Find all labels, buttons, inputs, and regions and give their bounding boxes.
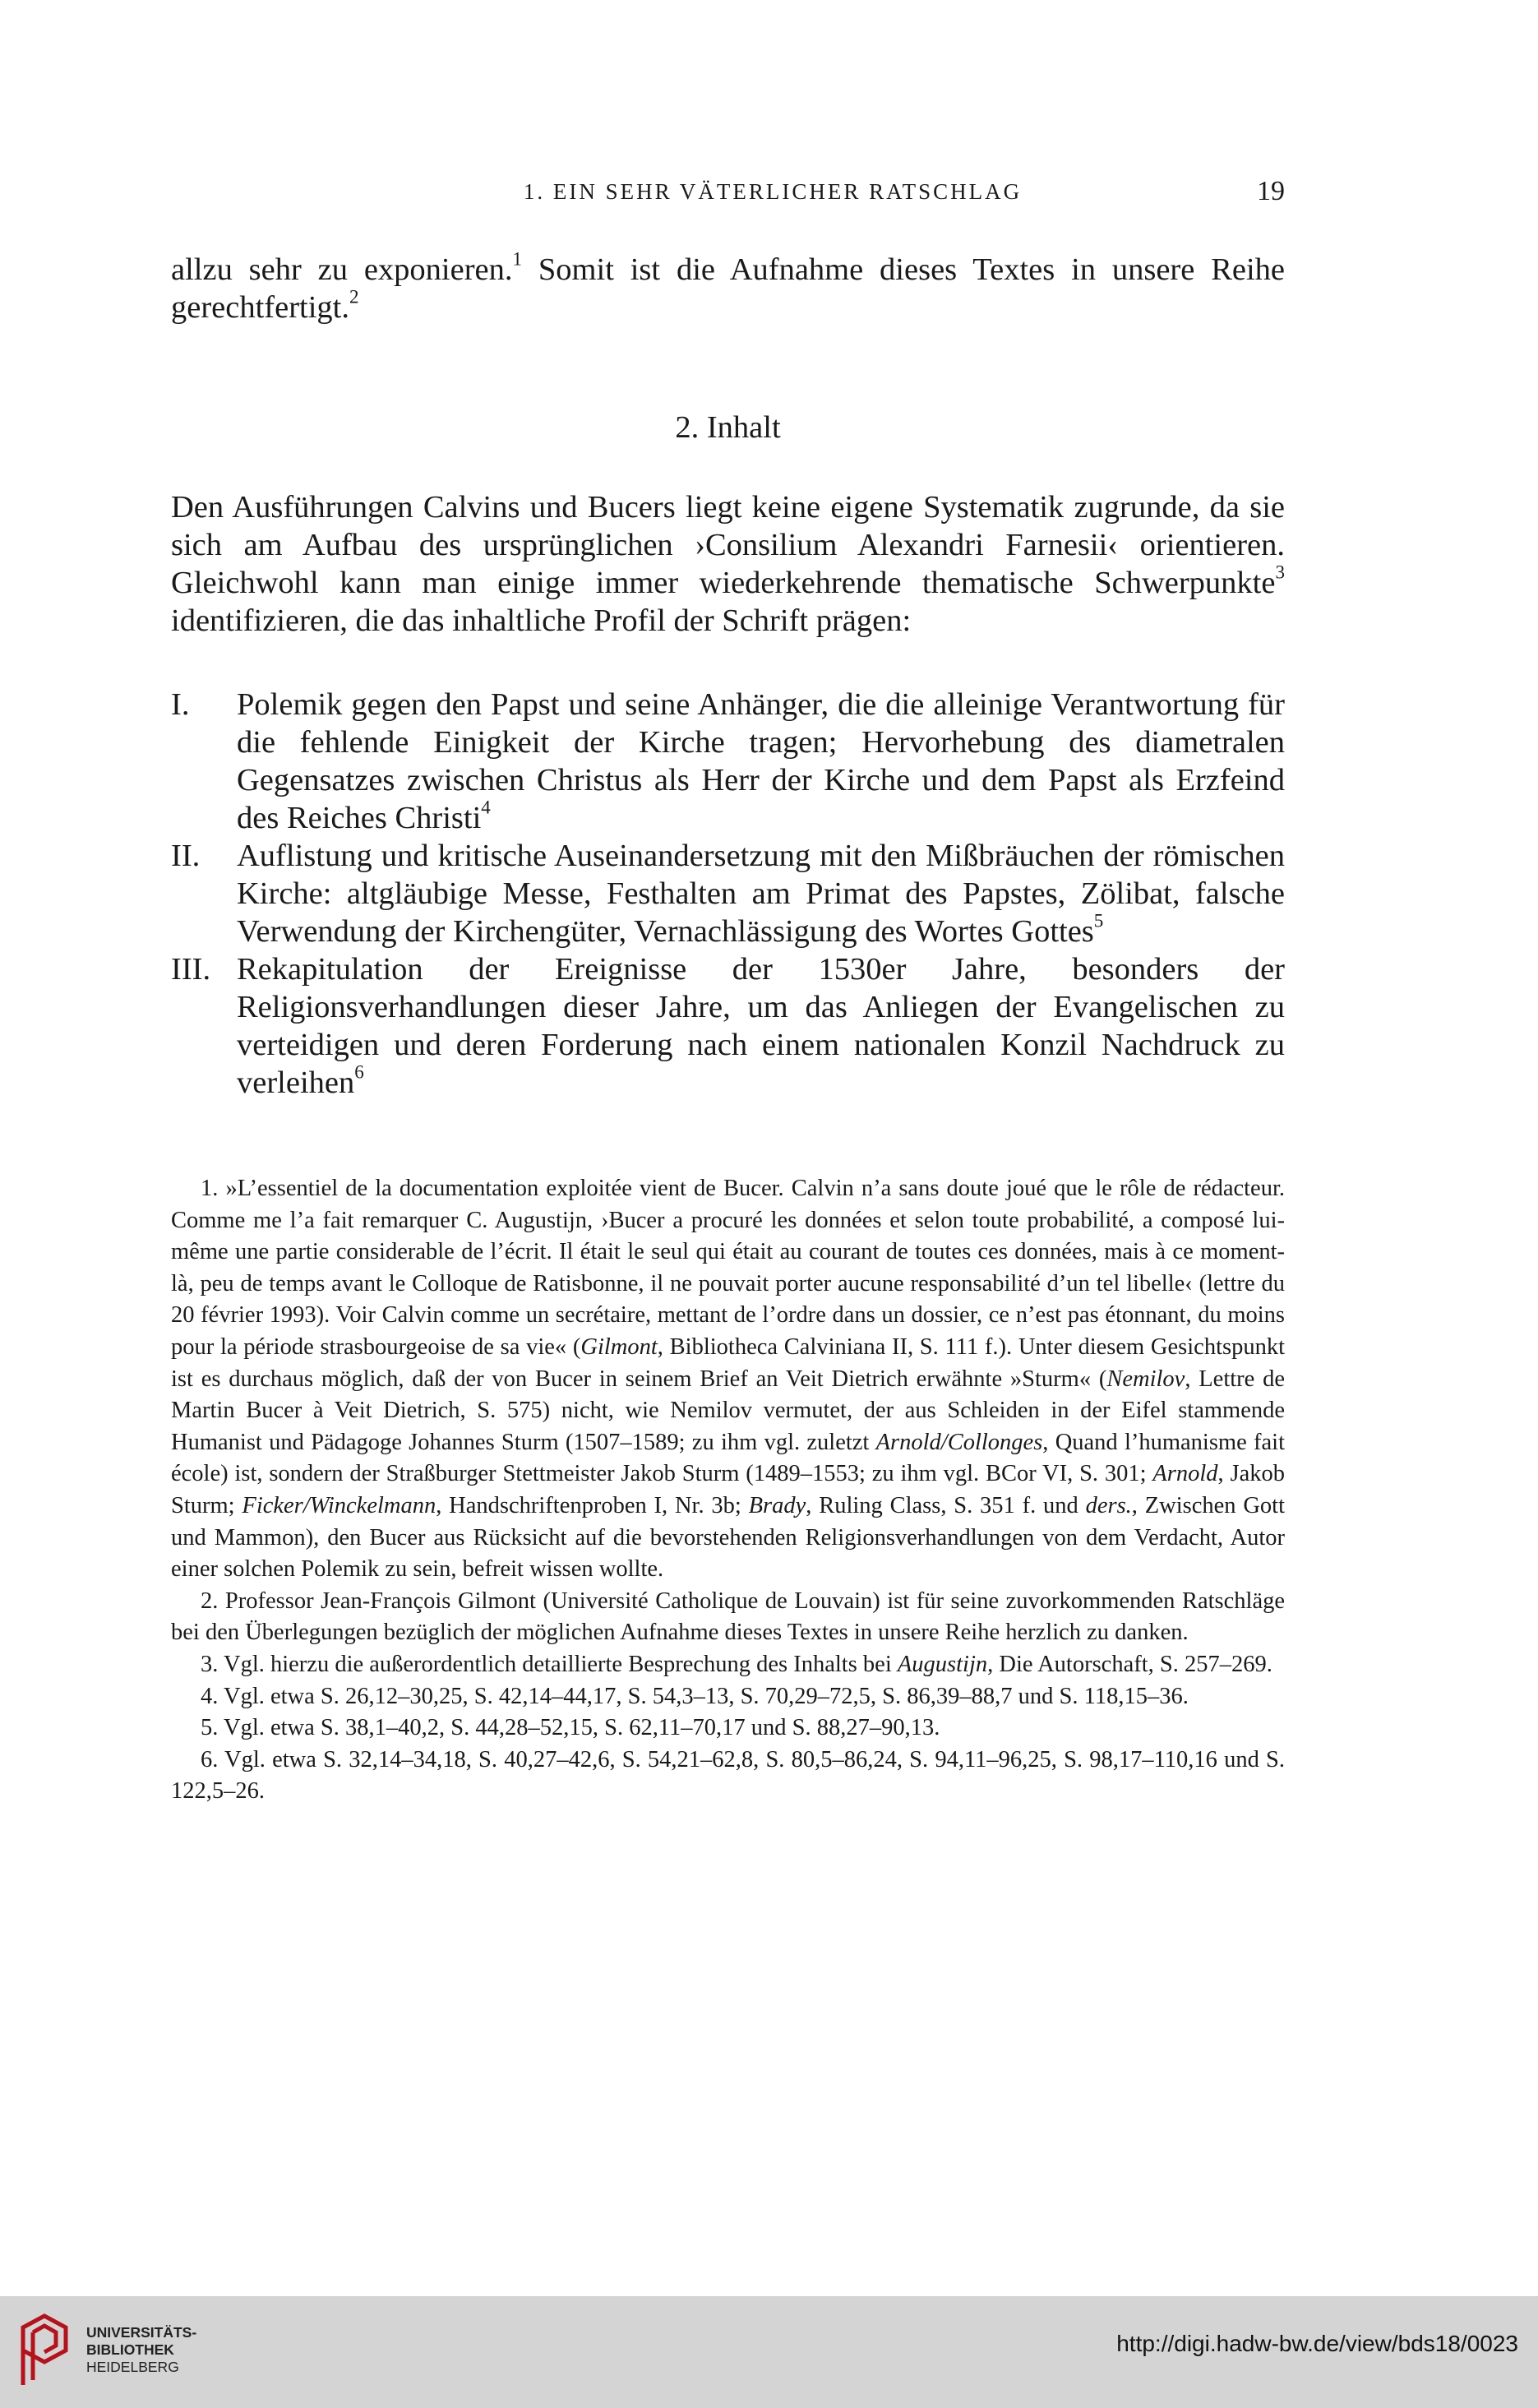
paragraph-text: allzu sehr zu exponieren. — [171, 252, 513, 287]
footnote-text: , Handschriftenproben I, Nr. 3b; — [436, 1492, 749, 1518]
footnote-text: , Quand l’humanisme fait école) ist, sondern der Straßburger Stettmeister Jakob Sturm (1489–1553; zu ihm vgl. BCor VI, S. 301; — [171, 1429, 1285, 1487]
theme-list — [171, 686, 1285, 1102]
footnote-4: 4. Vgl. etwa S. 26,12–30,25, S. 42,14–44,17, S. 54,3–13, S. 70,29–72,5, S. 86,39–88,7 und S. 118,15–36. — [201, 1683, 1189, 1709]
footnote-text: , Bibliotheca Calviniana II, S. 111 f.). Unter diesem Gesichtspunkt ist es durchaus möglich, daß der von Bucer in seinem Brief an Veit Dietrich erwähnte »Sturm« ( — [171, 1333, 1285, 1392]
footnote-ref[interactable]: 6 — [354, 1061, 364, 1083]
footnote-author: Gilmont — [580, 1333, 658, 1360]
paragraph-text: Somit ist die Aufnahme dieses Textes in unsere Reihe gerechtfertigt. — [171, 252, 1285, 325]
list-item — [171, 837, 1285, 950]
paragraph-text: identifizieren, die das inhaltliche Profil der Schrift prägen: — [171, 603, 912, 638]
list-text: Auflistung und kritische Auseinandersetzung mit den Mißbräuchen der römischen Kirche: altgläubige Messe, Festhalten am Primat des Papstes, Zölibat, falsche Verwendung der Kirchengüter, Vernachlässigung des Wortes Gottes — [237, 839, 1285, 949]
footnote-ref[interactable]: 2 — [349, 285, 359, 307]
list-text: Rekapitulation der Ereignisse der 1530er Jahre, besonders der Religionsverhandlungen dieser Jahre, um das Anliegen der Evangelischen zu verteidigen und deren Forderung nach einem nationalen Konzil Nachdruck zu verleihen — [237, 952, 1285, 1100]
footnote-author: Brady — [748, 1492, 806, 1518]
library-name-line: UNIVERSITÄTS- — [86, 2324, 197, 2341]
footnote-6: 6. Vgl. etwa S. 32,14–34,18, S. 40,27–42,6, S. 54,21–62,8, S. 80,5–86,24, S. 94,11–96,25, S. 98,17–110,16 und S. 122,5–26. — [171, 1746, 1285, 1805]
library-name-line: BIBLIOTHEK — [86, 2341, 174, 2358]
footnote-ref[interactable]: 3 — [1275, 561, 1285, 583]
section-heading: 2. Inhalt — [675, 410, 781, 445]
list-number: II. — [171, 839, 201, 873]
footnote-author: Ficker/Winckelmann — [242, 1492, 436, 1518]
footnote-text: 1. »L’essentiel de la documentation exploitée vient de Bucer. Calvin n’a sans doute joué que le rôle de rédacteur. Comme me l’a fait remarquer C. Augustijn, ›Bucer a procuré les données et selon toute probabilité, a composé lui-même une partie considerable de l’écrit. Il était le seul qui était au courant de toutes ces données, mais à ce moment-là, peu de temps avant le Colloque de Ratisbonne, il ne pouvait porter aucune responsabilité d’un tel libelle‹ (lettre du 20 février 1993). Voir Calvin comme un secrétaire, mettant de l’ordre dans un dossier, ce n’est pas étonnant, du moins pour la période strasbourgeoise de sa vie« ( — [171, 1176, 1285, 1360]
list-text: Polemik gegen den Papst und seine Anhänger, die die alleinige Verantwortung für die fehlende Einigkeit der Kirche tragen; Hervorhebung des diametralen Gegensatzes zwischen Christus als Herr der Kirche und dem Papst als Erzfeind des Reiches Christi — [237, 687, 1285, 835]
footnote-text: 3. Vgl. hierzu die außerordentlich detaillierte Besprechung des Inhalts bei — [201, 1651, 898, 1677]
list-number: III. — [171, 952, 211, 987]
paragraph-text: Den Ausführungen Calvins und Bucers liegt keine eigene Systematik zugrunde, da sie sich am Aufbau des ursprünglichen ›Consilium Alexandri Farnesii‹ orientieren. Gleichwohl kann man einige immer wiederkehrende thematische Schwerpunkte — [171, 490, 1285, 600]
running-head: 1. EIN SEHR VÄTERLICHER RATSCHLAG — [523, 179, 1023, 204]
footnotes — [171, 1173, 1285, 1808]
list-number: I. — [171, 687, 190, 722]
library-name — [86, 2324, 196, 2376]
paragraph-intro — [171, 488, 1285, 640]
footnote-author: Arnold/Collonges — [875, 1429, 1043, 1455]
footnote-ref[interactable]: 5 — [1093, 909, 1104, 931]
footnote-3 — [171, 1649, 1285, 1681]
footnote-author: ders. — [1085, 1492, 1132, 1518]
footnote-text: , Jakob Sturm; — [171, 1461, 1285, 1518]
footnote-text: , Die Autorschaft, S. 257–269. — [987, 1651, 1272, 1677]
library-footer — [0, 2296, 1538, 2408]
footnote-2: 2. Professor Jean-François Gilmont (Université Catholique de Louvain) ist für seine zuvorkommenden Ratschläge bei den Überlegungen bezüglich der möglichen Aufnahme dieses Textes in unsere Reihe herzlich zu danken. — [171, 1588, 1285, 1646]
footnote-author: Arnold — [1152, 1461, 1218, 1487]
footnote-5: 5. Vgl. etwa S. 38,1–40,2, S. 44,28–52,15, S. 62,11–70,17 und S. 88,27–90,13. — [201, 1715, 940, 1741]
page-number: 19 — [1257, 176, 1285, 206]
footnote-ref[interactable]: 4 — [481, 796, 491, 818]
source-url-link[interactable]: http://digi.hadw-bw.de/view/bds18/0023 — [1116, 2331, 1518, 2356]
library-logo-icon — [16, 2311, 72, 2390]
paragraph-continuation — [171, 247, 1285, 326]
footnote-ref[interactable]: 1 — [512, 247, 523, 270]
footnote-text: , Lettre de Martin Bucer à Veit Dietrich, S. 575) nicht, wie Nemilov vermutet, der aus Schleiden in der Eifel stammende Humanist und Pädagoge Johannes Sturm (1507–1589; zu ihm vgl. zuletzt — [171, 1366, 1285, 1455]
footnote-text: , Ruling Class, S. 351 f. und — [806, 1492, 1086, 1518]
list-item — [171, 686, 1285, 837]
footnote-1 — [171, 1173, 1285, 1586]
footnote-text: , Zwischen Gott und Mammon), den Bucer aus Rücksicht auf die bevorstehenden Religionsverhandlungen von dem Verdacht, Autor einer solchen Polemik zu sein, befreit wissen wollte. — [171, 1492, 1285, 1583]
footnote-author: Nemilov — [1106, 1366, 1185, 1392]
footnote-author: Augustijn — [897, 1651, 988, 1677]
library-name-line: HEIDELBERG — [86, 2359, 179, 2375]
list-item — [171, 950, 1285, 1102]
